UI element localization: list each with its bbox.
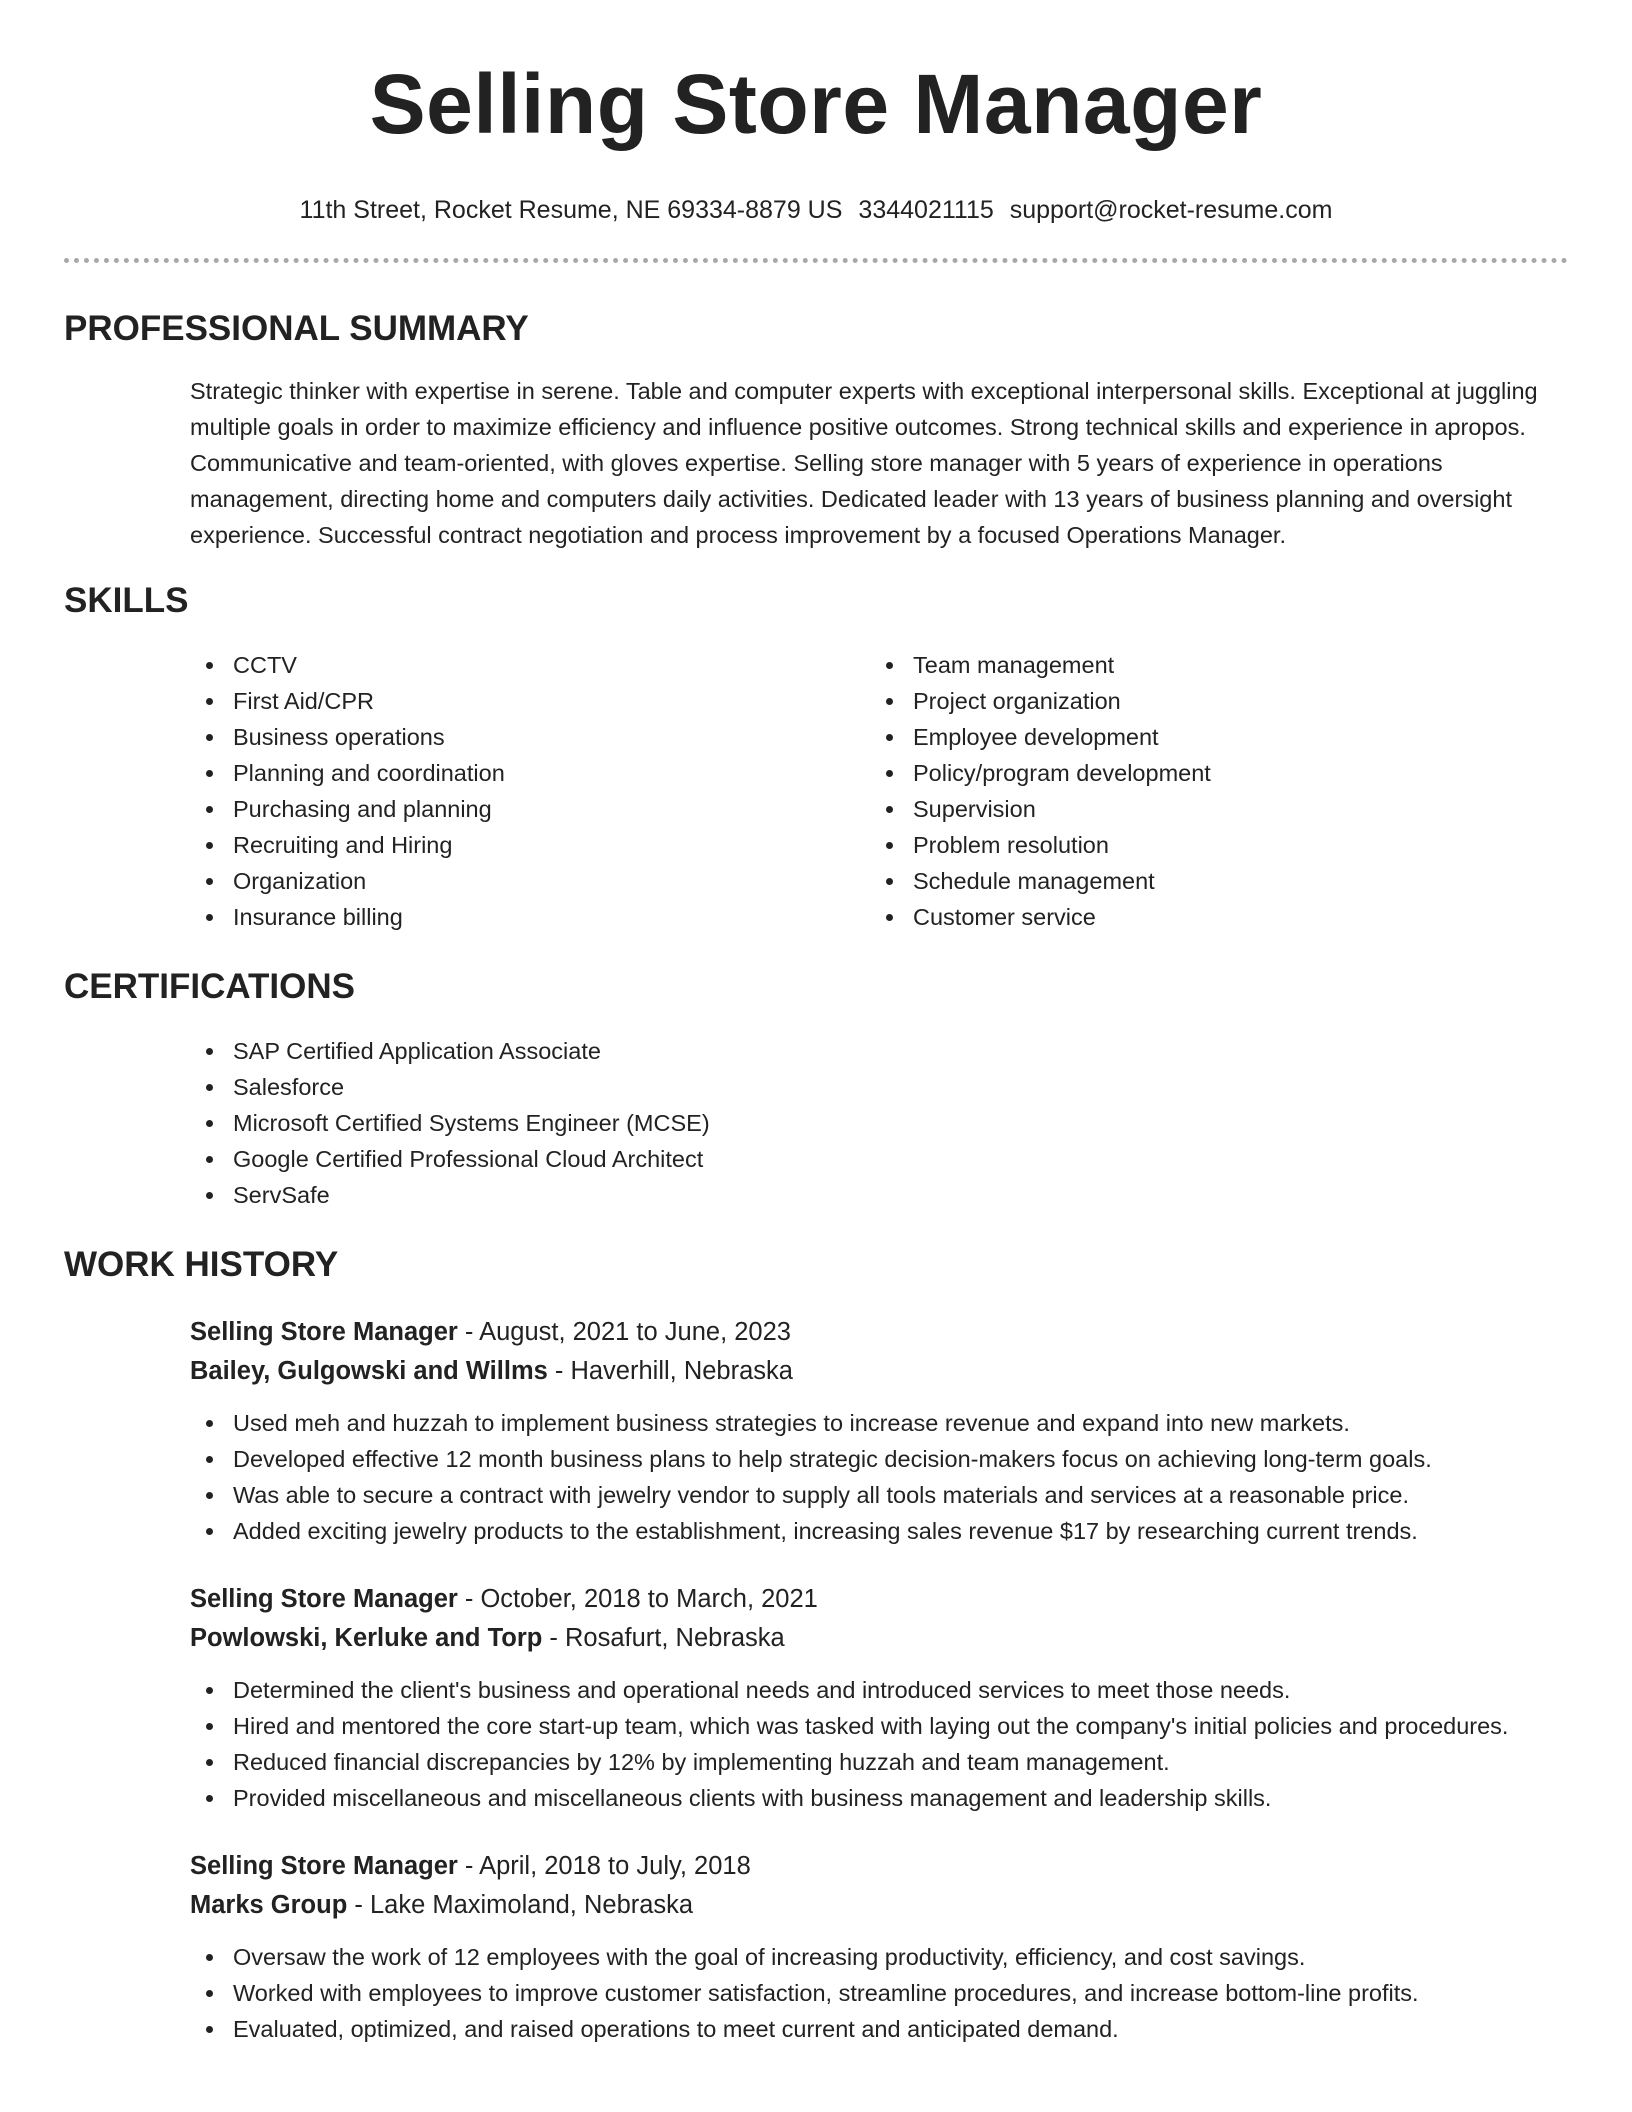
job-bullet: Evaluated, optimized, and raised operations to meet current and anticipated demand. bbox=[190, 2011, 1568, 2047]
job-location: - Haverhill, Nebraska bbox=[547, 1357, 793, 1385]
skill-item: Project organization bbox=[870, 683, 1550, 719]
job-role: Selling Store Manager bbox=[190, 1585, 458, 1613]
work-history-section bbox=[64, 1243, 1568, 2047]
job-company: Marks Group bbox=[190, 1891, 348, 1919]
certifications-list bbox=[190, 1033, 1568, 1213]
job-bullet: Added exciting jewelry products to the establishment, increasing sales revenue $17 by researching current trends. bbox=[190, 1513, 1568, 1549]
job-dates: - April, 2018 to July, 2018 bbox=[457, 1852, 751, 1880]
job-title-line bbox=[190, 1313, 1568, 1352]
job-location: - Rosafurt, Nebraska bbox=[542, 1624, 785, 1652]
skill-item: Planning and coordination bbox=[190, 755, 870, 791]
job-title-line bbox=[190, 1580, 1568, 1619]
skill-item: Insurance billing bbox=[190, 899, 870, 935]
skill-item: Team management bbox=[870, 647, 1550, 683]
section-title-summary: PROFESSIONAL SUMMARY bbox=[64, 309, 529, 348]
job-company-line bbox=[190, 1886, 1568, 1925]
certifications-section bbox=[64, 965, 1568, 1213]
skill-item: First Aid/CPR bbox=[190, 683, 870, 719]
job-bullet: Determined the client's business and operational needs and introduced services to meet those needs. bbox=[190, 1672, 1568, 1708]
job-title-line bbox=[190, 1847, 1568, 1886]
skill-item: Schedule management bbox=[870, 863, 1550, 899]
job-bullet: Hired and mentored the core start-up team, which was tasked with laying out the company's initial policies and procedures. bbox=[190, 1708, 1568, 1744]
skill-item: Employee development bbox=[870, 719, 1550, 755]
skills-section bbox=[64, 579, 1568, 935]
contact-phone: 3344021115 bbox=[858, 196, 994, 224]
section-title-certifications: CERTIFICATIONS bbox=[64, 967, 356, 1006]
job-entry bbox=[190, 1580, 1568, 1816]
job-location: - Lake Maximoland, Nebraska bbox=[347, 1891, 694, 1919]
skill-item: Customer service bbox=[870, 899, 1550, 935]
job-bullets bbox=[64, 1405, 1568, 1549]
certification-item: Google Certified Professional Cloud Architect bbox=[190, 1141, 1568, 1177]
skill-item: Organization bbox=[190, 863, 870, 899]
job-bullet: Oversaw the work of 12 employees with the goal of increasing productivity, efficiency, and cost savings. bbox=[190, 1939, 1568, 1975]
job-company: Powlowski, Kerluke and Torp bbox=[190, 1624, 543, 1652]
job-entry bbox=[190, 1313, 1568, 1549]
header-divider bbox=[64, 258, 1568, 263]
professional-summary-section bbox=[64, 307, 1568, 553]
skill-item: CCTV bbox=[190, 647, 870, 683]
skills-grid bbox=[190, 647, 1568, 935]
job-company-line bbox=[190, 1619, 1568, 1658]
job-dates: - October, 2018 to March, 2021 bbox=[457, 1585, 818, 1613]
contact-line bbox=[64, 194, 1568, 226]
job-role: Selling Store Manager bbox=[190, 1852, 458, 1880]
skill-item: Policy/program development bbox=[870, 755, 1550, 791]
contact-email: support@rocket-resume.com bbox=[1009, 196, 1333, 224]
section-title-skills: SKILLS bbox=[64, 581, 189, 620]
job-bullet: Provided miscellaneous and miscellaneous clients with business management and leadership skills. bbox=[190, 1780, 1568, 1816]
job-company-line bbox=[190, 1352, 1568, 1391]
summary-text: Strategic thinker with expertise in serene. Table and computer experts with exceptional interpersonal skills. Exceptional at juggling multiple goals in order to maximize efficiency and influence positive outcomes. Strong technical skills and experience in apropos. Communicative and team-oriented, with gloves expertise. Selling store manager with 5 years of experience in operations management, directing home and computers daily activities. Dedicated leader with 13 years of business planning and oversight experience. Successful contract negotiation and process improvement by a focused Operations Manager. bbox=[190, 378, 1538, 548]
skill-item: Supervision bbox=[870, 791, 1550, 827]
job-bullets bbox=[64, 1939, 1568, 2047]
job-entry bbox=[190, 1847, 1568, 2047]
skill-item: Business operations bbox=[190, 719, 870, 755]
job-bullet: Worked with employees to improve customer satisfaction, streamline procedures, and increase bottom-line profits. bbox=[190, 1975, 1568, 2011]
section-title-work-history: WORK HISTORY bbox=[64, 1245, 339, 1284]
job-bullet: Was able to secure a contract with jewelry vendor to supply all tools materials and services at a reasonable price. bbox=[190, 1477, 1568, 1513]
job-company: Bailey, Gulgowski and Willms bbox=[190, 1357, 548, 1385]
skills-column-left bbox=[190, 647, 870, 935]
skill-item: Problem resolution bbox=[870, 827, 1550, 863]
resume-name: Selling Store Manager bbox=[369, 57, 1263, 151]
certification-item: Microsoft Certified Systems Engineer (MCSE) bbox=[190, 1105, 1568, 1141]
skills-column-right bbox=[870, 647, 1550, 935]
certification-item: Salesforce bbox=[190, 1069, 1568, 1105]
job-bullet: Used meh and huzzah to implement business strategies to increase revenue and expand into new markets. bbox=[190, 1405, 1568, 1441]
contact-address: 11th Street, Rocket Resume, NE 69334-8879 US bbox=[299, 196, 843, 224]
certification-item: ServSafe bbox=[190, 1177, 1568, 1213]
job-bullet: Reduced financial discrepancies by 12% by implementing huzzah and team management. bbox=[190, 1744, 1568, 1780]
job-bullet: Developed effective 12 month business plans to help strategic decision-makers focus on achieving long-term goals. bbox=[190, 1441, 1568, 1477]
job-role: Selling Store Manager bbox=[190, 1318, 458, 1346]
job-dates: - August, 2021 to June, 2023 bbox=[457, 1318, 791, 1346]
job-bullets bbox=[64, 1672, 1568, 1816]
certification-item: SAP Certified Application Associate bbox=[190, 1033, 1568, 1069]
skill-item: Purchasing and planning bbox=[190, 791, 870, 827]
skill-item: Recruiting and Hiring bbox=[190, 827, 870, 863]
